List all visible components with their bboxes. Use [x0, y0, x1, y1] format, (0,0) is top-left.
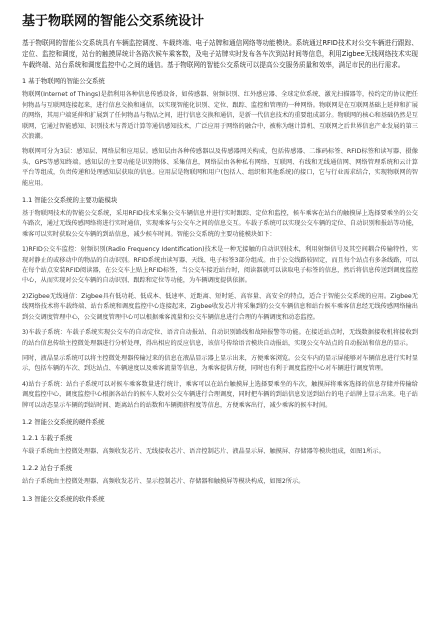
body-paragraph: 站台子系统由主控微处理器、高频收发芯片、显示控制芯片、存储器和触摸屏等模块构成，如图2所示。 [22, 478, 305, 486]
document-title: 基于物联网的智能公交系统设计 [22, 14, 205, 29]
intro-paragraph: 基于物联网的智能公交系统具有车辆监控调度、车载终端、电子站牌和通信网络等功能模块。系统通过RFID技术对公交车辆进行跟踪、定位、监控和调度，站台的触摸屏统计各路次候车乘客数，及电子站牌实时发布各车次到站时间等信息，利用Zigbee无线网络技术实现车载终端、站台系统和调度监控中心之间的通信。基于物联网的智能公交系统可以提高公交服务质量和效率，满足市民的出行需求。 [22, 39, 418, 69]
document-body [22, 76, 418, 503]
body-paragraph: 物联网可分为3层：感知层、网络层和应用层。感知层由各种传感器以及传感器网关构成，包括传感器、二维码标签、RFID标签和读写器、摄像头、GPS等感知终端。感知层的主要功能是识别物体、采集信息，网络层由各种私有网络、互联网、有线和无线通信网、网络管理系统和云计算平台等组成，负责传递和处理感知层获取的信息。应用层是物联网和用户(包括人、组织和其他系统)的接口，它与行业需求结合，实现物联网的智能应用。 [22, 148, 418, 187]
section-heading: 1.2.1 车载子系统 [22, 433, 73, 442]
section-heading: 1.2 智能公交系统的硬件系统 [22, 417, 105, 426]
body-paragraph: 1)RFID公交车监控：射频识别(Radio Frequency Identification)技术是一种无接触的自动识别技术，利用射频信号及其空间耦合传输特性，实现对静止的或移动中的物品的自动识别。RFID系统由读写器、天线、电子标签3部分组成。由于公交线路较固定，而且每个站点有多条线路，可以在每个站点安装RFID阅读器，在公交车上贴上RFID标签，当公交车接近站台时，阅读器就可以读取电子标签的信息，然后将信息传送到调度监控中心，从而实现对公交车辆的自动识别、跟踪和定位等功能，为车辆调度提供依据。 [22, 246, 418, 285]
body-paragraph: 4)站台子系统：站台子系统可以对候车乘客数量进行统计，乘客可以在站台触摸屏上选择要乘坐的车次，触摸屏将乘客选择的信息存储并传输给调度监控中心，调度监控中心根据各站台的候车人数对公交车辆进行合理调度，同时把车辆的到站信息发送到站台的电子站牌上显示出来。电子站牌可以动态显示车辆的到站时间、距离站台的站数和车辆拥挤程度等信息，方便乘客出行，减少乘客的候车时间。 [22, 380, 418, 409]
section-heading: 1 基于物联网的智能公交系统 [22, 77, 105, 86]
body-paragraph: 物联网(Internet of Things)是指利用各种信息传感设备，如传感器、射频识别、红外感应器、全球定位系统、激光扫描器等，按约定的协议把任何物品与互联网连接起来，进行信息交换和通信，以实现智能化识别、定位、跟踪、监控和管理的一种网络。物联网是在互联网基础上延伸和扩展的网络，其用户端延伸和扩展到了任何物品与物品之间，进行信息交换和通信，是新一代信息技术的重要组成部分。物联网的核心和基础仍然是互联网，它通过智能感知、识别技术与普适计算等通信感知技术，广泛应用于网络的融合中，被称为继计算机、互联网之后世界信息产业发展的第三次浪潮。 [22, 91, 418, 141]
body-paragraph: 2)Zigbee无线通信：Zigbee具有低功耗、低成本、低速率、近距离、短时延、高容量、高安全的特点，适合于智能公交系统的应用。Zigbee无线网络技术将车载终端、站台系统和调度监控中心连接起来，Zigbee收发芯片将采集到的公交车辆信息和站台候车乘客信息经无线传感网络输出到公交调度管理中心，公交调度管理中心可以根据乘客流量和公交车辆信息进行合理的车辆调度和动态监控。 [22, 292, 418, 321]
body-paragraph: 同时，液晶显示系统可以将主控微处理器传输过来的信息在液晶显示器上显示出来，方便乘客浏览。公交车内的显示屏能够对车辆信息进行实时显示，包括车辆的车次、到达站点、车辆速度以及乘客流量等信息，为乘客提供方便，同时也有利于调度监控中心对车辆进行调度管理。 [22, 354, 418, 373]
section-heading: 1.1 智能公交系统的主要功能模块 [22, 196, 118, 205]
body-paragraph: 基于物联网技术的智能公交系统，采用RFID技术采集公交车辆信息并进行实时跟踪、定位和监控，候车乘客在站台的触摸屏上选择要乘坐的公交车路次，通过无线传感网络将进行实时通信，实现乘客与公交车之间的信息交互。车载子系统可以实现公交车辆的定位、自动识别和报站等功能，乘客可以实时获取公交车辆的到站信息，减少候车时间。智能公交系统的主要功能模块如下： [22, 210, 418, 238]
body-paragraph: 3)车载子系统：车载子系统实现公交车的自动定位、语音自动报站、自动识别路线和故障报警等功能。在接近站点时，无线数据接收机将接收到的站台信息传给主控微处理器进行分析处理，得出相应的反应信息，该信号传给语音模块自动报站，实现公交车站点的自动报站和信息的显示。 [22, 329, 418, 347]
body-paragraph: 车载子系统由主控微处理器、高频收发芯片、无线接收芯片、语音控制芯片、液晶显示屏、触摸屏、存储器等模块组成，如图1所示。 [22, 447, 385, 455]
section-heading: 1.3 智能公交系统的软件系统 [22, 494, 105, 503]
section-heading: 1.2.2 站台子系统 [22, 464, 73, 473]
